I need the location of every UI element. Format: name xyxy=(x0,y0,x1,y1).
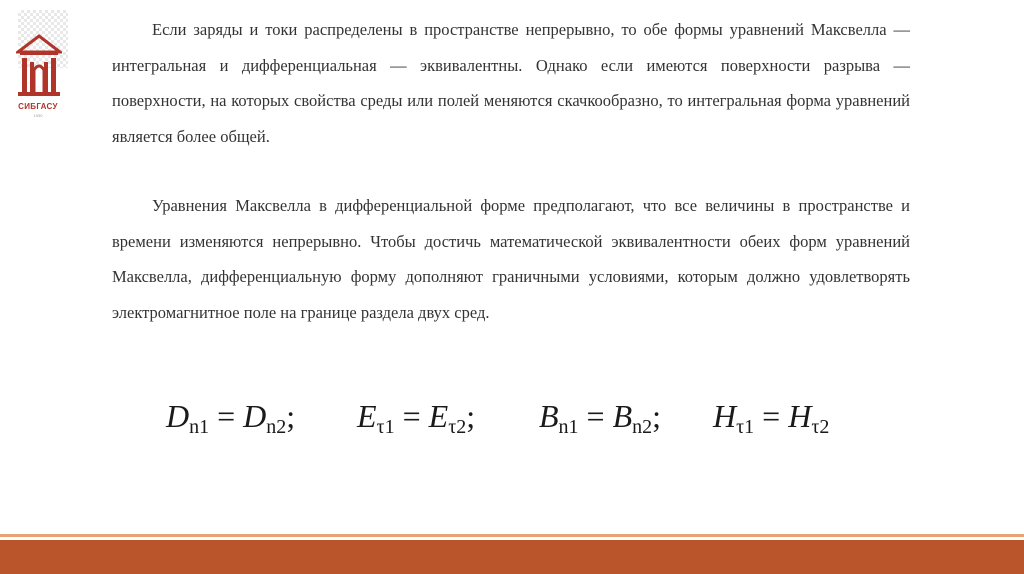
boundary-conditions xyxy=(0,398,1024,448)
footer-bar-thin xyxy=(0,534,1024,537)
formula-d: $D_{n1} = D_{n2}$; xyxy=(166,398,296,438)
building-icon xyxy=(16,34,62,100)
formula-b: $B_{n1} = B_{n2}$; xyxy=(539,398,662,438)
footer-bar xyxy=(0,540,1024,574)
logo-year: 1930 xyxy=(33,113,43,118)
university-logo xyxy=(10,10,70,120)
logo-name: СИБГАСУ xyxy=(18,102,58,111)
formula-h: $H_{\tau 1} = H_{\tau 2}$ xyxy=(713,398,830,438)
formula-e: $E_{\tau 1} = E_{\tau 2}$; xyxy=(357,398,476,438)
paragraph-1: Если заряды и токи распределены в пространстве непрерывно, то обе формы уравнений Максвелла — интегральная и дифференциальная — эквивалентны. Однако если имеются поверхности разрыва — поверхности, на которых свойства среды или полей меняются скачкообразно, то интегральная форма уравнений является более общей. xyxy=(112,20,910,146)
paragraph-2: Уравнения Максвелла в дифференциальной форме предполагают, что все величины в пространстве и времени изменяются непрерывно. Чтобы достичь математической эквивалентности обеих форм уравнений Максвелла, дифференциальную форму дополняют граничными условиями, которым должно удовлетворять электромагнитное поле на границе раздела двух сред. xyxy=(112,196,910,322)
